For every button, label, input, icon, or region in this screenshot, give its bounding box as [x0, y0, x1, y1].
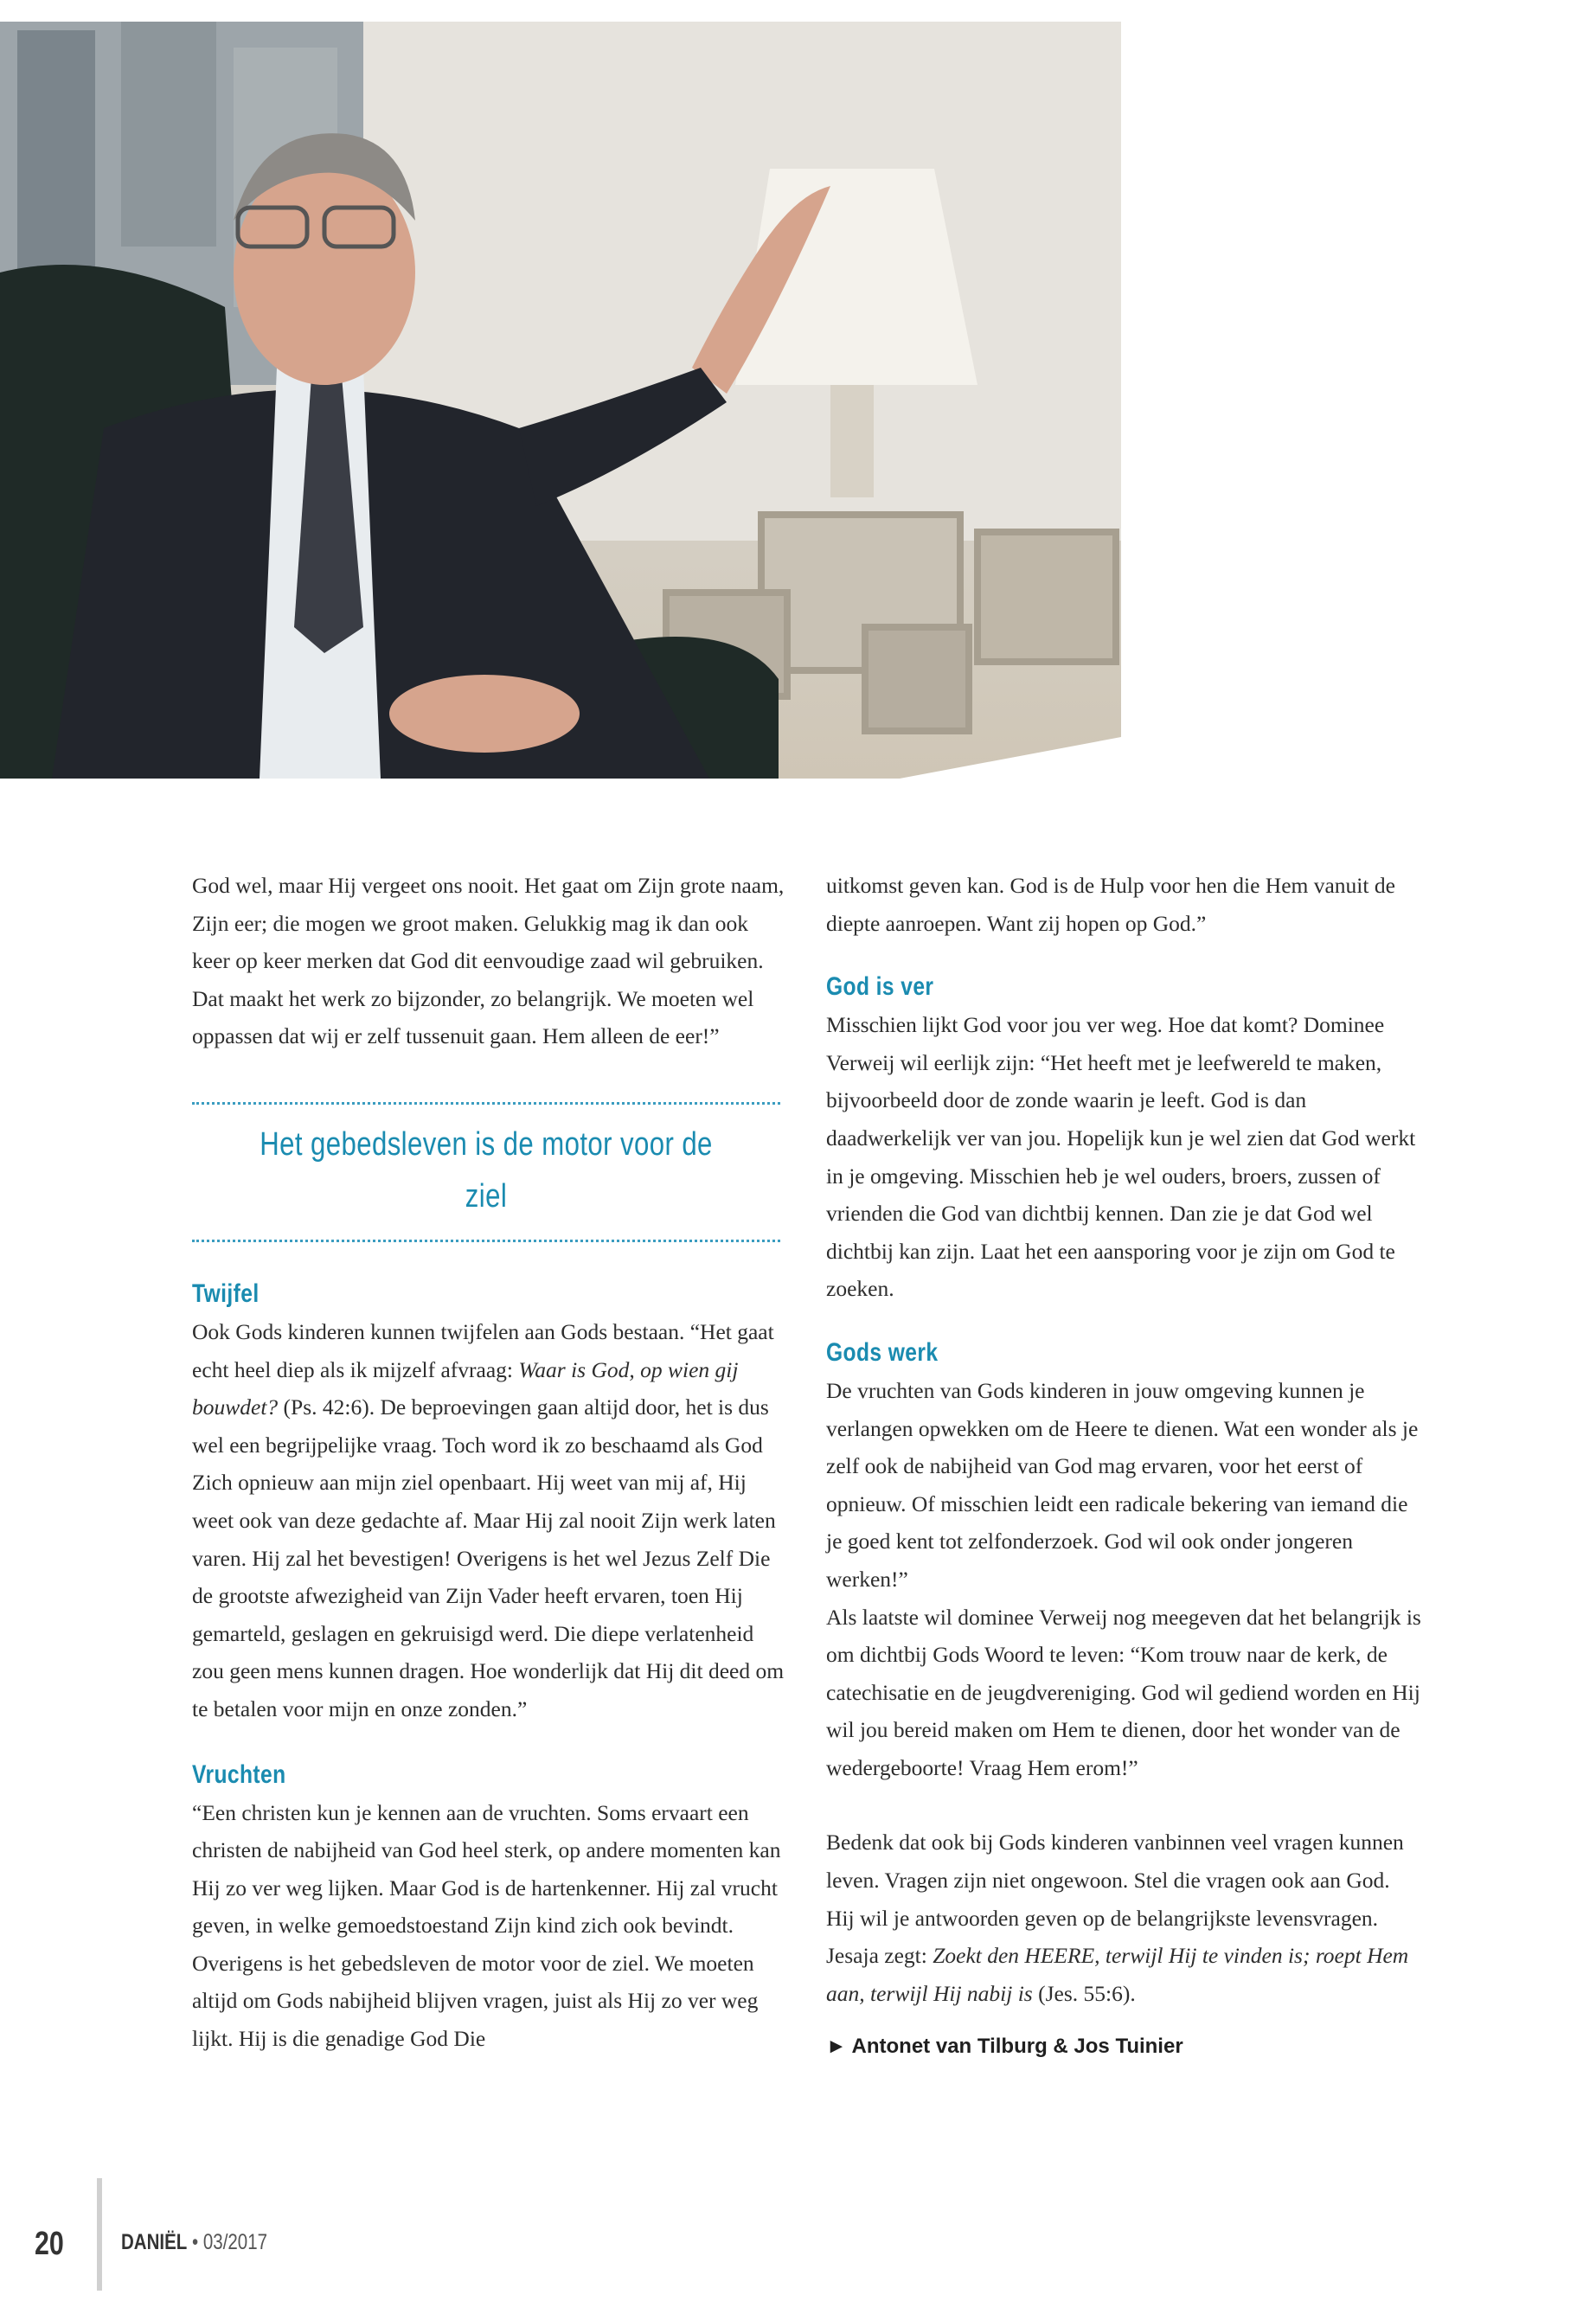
pull-quote: Het gebedsleven is de motor voor de ziel — [260, 1125, 713, 1215]
twijfel-paragraph: Ook Gods kinderen kunnen twijfelen aan Gods bestaan. “Het gaat echt heel diep als ik mijzelf afvraag: Waar is God, op wien gij bouwdet? (Ps. 42:6). De beproevingen gaan altijd door, het is dus wel een begrijpelijke vraag. Toch word ik zo beschaamd als God Zich opnieuw aan mijn ziel openbaart. Hij weet van mij af, Hij weet ook van deze gedachte af. Maar Hij zal nooit Zijn werk laten varen. Hij zal het bevestigen! Overigens is het wel Jezus Zelf Die de grootste afwezigheid van Zijn Vader heeft ervaren, toen Hij gemarteld, geslagen en gekruisigd werd. Die diepe verlatenheid zou geen mens kunnen dragen. Hoe wonderlijk dat Hij dit deed om te betalen voor mijn en onze zonden.” — [192, 1318, 785, 1721]
continuation-paragraph: uitkomst geven kan. God is de Hulp voor hen die Hem vanuit de diepte aanroepen. Want zij hopen op God.” — [826, 873, 1395, 936]
right-column — [826, 867, 1423, 2064]
heading-gods-werk: Gods werk — [826, 1337, 939, 1367]
hero-photo — [0, 22, 1121, 779]
magazine-issue: DANIËL • 03/2017 — [121, 2230, 267, 2254]
left-column — [192, 867, 789, 2058]
heading-god-is-ver: God is ver — [826, 972, 934, 1002]
closing-paragraph: Bedenk dat ook bij Gods kinderen vanbinnen veel vragen kunnen leven. Vragen zijn niet ongewoon. Stel die vragen ook aan God. Hij wil je antwoorden geven op de belangrijkste levensvragen. Jesaja zegt: Zoekt den HEERE, terwijl Hij te vinden is; roept Hem aan, terwijl Hij nabij is (Jes. 55:6). — [826, 1830, 1409, 2006]
author-byline: ► Antonet van Tilburg & Jos Tuinier — [826, 2035, 1183, 2059]
footer-divider — [97, 2178, 102, 2291]
heading-twijfel: Twijfel — [192, 1279, 260, 1308]
page-number: 20 — [35, 2226, 64, 2262]
vruchten-paragraph: “Een christen kun je kennen aan de vruchten. Soms ervaart een christen de nabijheid van God heel sterk, op andere momenten kan Hij zo ver weg lijken. Maar God is de hartenkenner. Hij zal vrucht geven, in welke gemoedstoestand Zijn kind zich ook bevindt. Overigens is het gebedsleven de motor voor de ziel. We moeten altijd om Gods nabijheid blijven vragen, juist als Hij zo ver weg lijkt. Hij is die genadige God Die — [192, 1799, 781, 2052]
intro-paragraph: God wel, maar Hij vergeet ons nooit. Het gaat om Zijn grote naam, Zijn eer; die mogen we groot maken. Gelukkig mag ik dan ook keer op keer merken dat God dit eenvoudige zaad wil gebruiken. Dat maakt het werk zo bijzonder, zo belangrijk. We moeten wel oppassen dat wij er zelf tussenuit gaan. Hem alleen de eer!” — [192, 873, 785, 1049]
werk-paragraph-2: Als laatste wil dominee Verweij nog meegeven dat het belangrijk is om dichtbij Gods Woord te leven: “Kom trouw naar de kerk, de catechisatie en de jeugdvereniging. God wil gediend worden en Hij wil jou bereid maken om Hem te dienen, door het wonder van de wedergeboorte! Vraag Hem erom!” — [826, 1604, 1421, 1780]
heading-vruchten: Vruchten — [192, 1759, 286, 1789]
werk-paragraph: De vruchten van Gods kinderen in jouw omgeving kunnen je verlangen opwekken om de Heere te dienen. Wat een wonder als je zelf ook de nabijheid van God mag ervaren, voor het eerst of opnieuw. Of misschien leidt een radicale bekering van iemand die je goed kent tot zelfonderzoek. God wil ook onder jongeren werken!” — [826, 1377, 1419, 1592]
portrait-illustration — [0, 22, 1121, 779]
ver-paragraph: Misschien lijkt God voor jou ver weg. Hoe dat komt? Dominee Verweij wil eerlijk zijn: “Het heeft met je leefwereld te maken, bijvoorbeeld door de zonde waarin je leeft. God is dan daadwerkelijk ver van jou. Hopelijk kun je wel zien dat God werkt in je omgeving. Misschien heb je wel ouders, broers, zussen of vrienden die God van dichtbij kennen. Dan zie je dat God wel dichtbij kan zijn. Laat het een aansporing voor je zijn om God te zoeken. — [826, 1012, 1416, 1302]
